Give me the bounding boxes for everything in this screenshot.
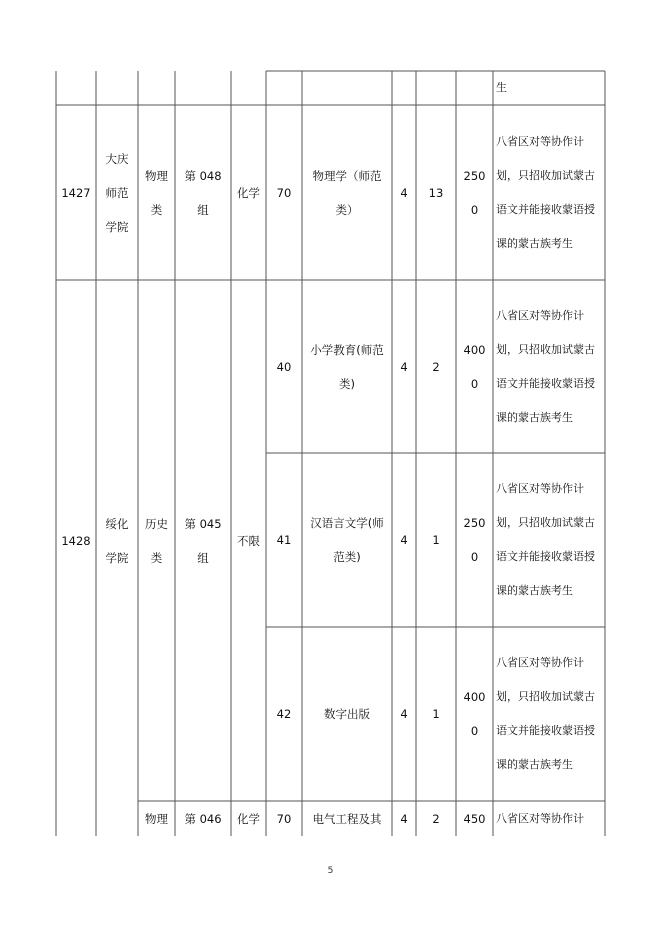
table-cell-group: 第 045 组: [184, 516, 222, 565]
table-cell-plan: 13: [428, 185, 444, 200]
table-cell-subject: 化学: [237, 185, 260, 200]
table-cell-tuition: 4000: [463, 690, 486, 738]
table-cell-code: 1428: [61, 533, 91, 548]
table-cell-tuition: 450: [463, 811, 486, 826]
table-cell-category: 物理类: [145, 168, 168, 217]
table-cell-tuition: 2500: [463, 168, 486, 217]
table-cell-subject: 不限: [237, 533, 260, 548]
table-cell-category: 物理: [145, 811, 168, 826]
table-cell-group: 第 048 组: [184, 168, 222, 217]
table-cell-years: 4: [400, 707, 408, 721]
table-cell-group: 第 046: [184, 811, 222, 826]
table-cell-note: 八省区对等协作计: [496, 811, 584, 825]
table-cell-plan: 1: [432, 533, 440, 547]
table-cell-school: 绥化学院: [105, 516, 129, 565]
table-cell-years: 4: [400, 533, 408, 547]
table-cell-major: 汉语言文学(师范类): [310, 516, 384, 564]
table-cell-note: 八省区对等协作计划，只招收加试蒙古语文并能接收蒙语授课的蒙古族考生: [496, 134, 595, 250]
table-cell-years: 4: [400, 185, 408, 200]
table-cell-note: 八省区对等协作计划，只招收加试蒙古语文并能接收蒙语授课的蒙古族考生: [496, 482, 595, 597]
table-cell-years: 4: [400, 359, 408, 374]
table-cell-major-code: 40: [276, 359, 292, 374]
table-cell-major-code: 70: [276, 185, 292, 200]
table-cell-years: 4: [400, 811, 408, 826]
table-cell-major: 电气工程及其: [312, 811, 382, 826]
table-cell-plan: 2: [432, 811, 440, 826]
table-cell-plan: 1: [432, 707, 440, 721]
table-cell-note: 八省区对等协作计划，只招收加试蒙古语文并能接收蒙语授课的蒙古族考生: [496, 308, 595, 424]
table-cell-plan: 2: [432, 359, 440, 374]
table-cell-tuition: 4000: [463, 342, 486, 391]
table-cell-category: 历史类: [145, 516, 168, 565]
table-cell-code: 1427: [61, 185, 91, 200]
table-cell-tuition: 2500: [463, 516, 486, 564]
table-cell-school: 大庆师范学院: [105, 151, 129, 234]
table-cell-note: 生: [496, 81, 507, 94]
table-cell-major-code: 42: [276, 707, 292, 721]
table-cell-major-code: 41: [276, 533, 292, 547]
table-cell-major: 物理学（师范类）: [312, 168, 382, 217]
table-cell-major-code: 70: [276, 811, 292, 826]
page-number: 5: [327, 866, 334, 876]
table-cell-major: 数字出版: [324, 707, 370, 721]
table-cell-note: 八省区对等协作计划，只招收加试蒙古语文并能接收蒙语授课的蒙古族考生: [496, 656, 595, 771]
table-cell-major: 小学教育(师范类): [310, 342, 384, 391]
table-cell-subject: 化学: [237, 811, 260, 826]
